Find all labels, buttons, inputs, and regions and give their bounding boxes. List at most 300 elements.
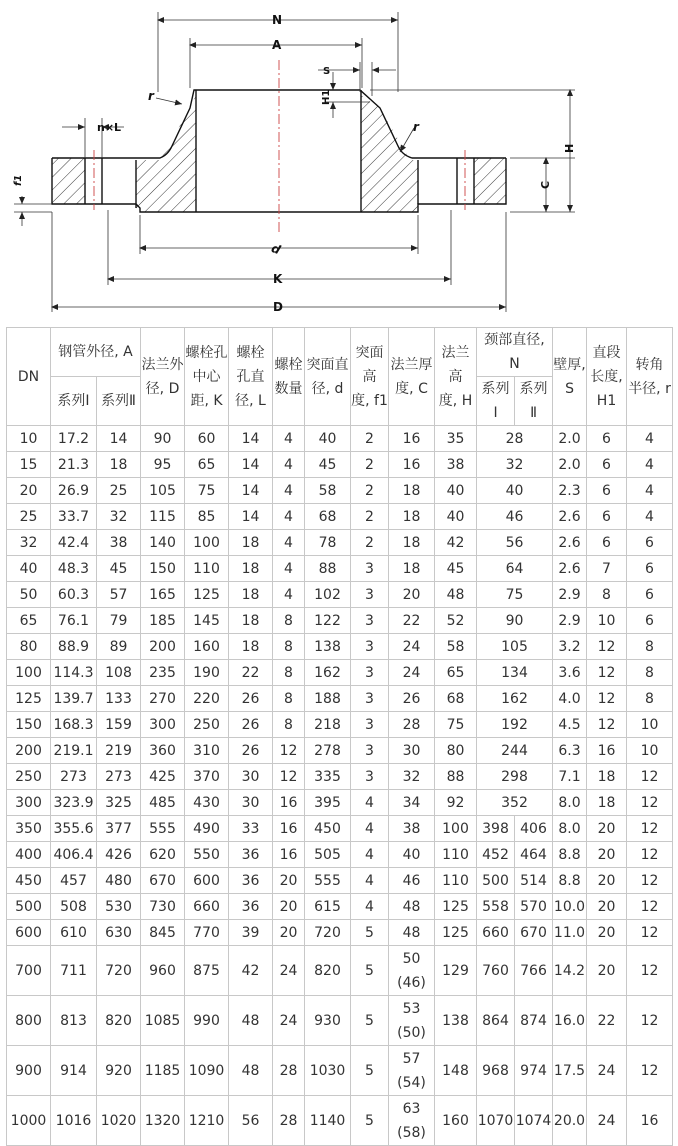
- table-cell: 4: [273, 530, 305, 556]
- table-cell: 33: [229, 816, 273, 842]
- table-cell: 500: [7, 894, 51, 920]
- table-cell: 864: [477, 996, 515, 1046]
- table-cell: 1210: [185, 1096, 229, 1146]
- table-cell: 4: [627, 452, 673, 478]
- table-cell: 298: [477, 764, 553, 790]
- label-r-right: r: [413, 120, 419, 134]
- table-cell: 36: [229, 868, 273, 894]
- table-cell: 16: [389, 426, 435, 452]
- table-cell: 26.9: [51, 478, 97, 504]
- table-cell: 24: [587, 1046, 627, 1096]
- table-cell: 10: [627, 712, 673, 738]
- table-cell: 122: [305, 608, 351, 634]
- table-row: [7, 816, 673, 842]
- table-cell: 7: [587, 556, 627, 582]
- table-cell: 1074: [515, 1096, 553, 1146]
- table-row: [7, 530, 673, 556]
- table-cell: 190: [185, 660, 229, 686]
- table-cell: 974: [515, 1046, 553, 1096]
- table-cell: 100: [185, 530, 229, 556]
- table-cell: 38: [97, 530, 141, 556]
- table-cell: 40: [435, 478, 477, 504]
- table-cell: 24: [587, 1096, 627, 1146]
- table-row: [7, 634, 673, 660]
- table-cell: 20: [587, 946, 627, 996]
- table-cell: 452: [477, 842, 515, 868]
- table-cell: 100: [435, 816, 477, 842]
- table-cell: 490: [185, 816, 229, 842]
- table-cell: 425: [141, 764, 185, 790]
- table-cell: 79: [97, 608, 141, 634]
- table-cell: 8.0: [553, 816, 587, 842]
- label-nxL: n×L: [97, 121, 122, 134]
- table-cell: 8: [273, 660, 305, 686]
- table-cell: 20: [587, 868, 627, 894]
- table-cell: 335: [305, 764, 351, 790]
- table-cell: 102: [305, 582, 351, 608]
- table-cell: 10: [587, 608, 627, 634]
- table-cell: 325: [97, 790, 141, 816]
- table-cell: 4: [273, 426, 305, 452]
- table-cell: 2.6: [553, 556, 587, 582]
- table-cell: 3: [351, 660, 389, 686]
- table-cell: 162: [477, 686, 553, 712]
- table-cell: 48: [389, 920, 435, 946]
- label-N: N: [272, 13, 283, 27]
- table-cell: 8: [273, 608, 305, 634]
- table-cell: 4: [627, 478, 673, 504]
- table-cell: 58: [435, 634, 477, 660]
- table-cell: 90: [477, 608, 553, 634]
- table-cell: 3: [351, 764, 389, 790]
- table-cell: 2: [351, 452, 389, 478]
- table-cell: 845: [141, 920, 185, 946]
- table-cell: 76.1: [51, 608, 97, 634]
- table-cell: 42.4: [51, 530, 97, 556]
- table-cell: 3: [351, 712, 389, 738]
- table-cell: 323.9: [51, 790, 97, 816]
- header-bolt-hole: 螺栓 孔直 径, L: [229, 328, 273, 426]
- table-cell: 1016: [51, 1096, 97, 1146]
- table-row: [7, 582, 673, 608]
- table-cell: 3: [351, 556, 389, 582]
- table-cell: 20: [273, 894, 305, 920]
- table-cell: 4: [351, 790, 389, 816]
- table-cell: 38: [389, 816, 435, 842]
- table-cell: 24: [273, 946, 305, 996]
- table-cell: 6: [587, 452, 627, 478]
- table-cell: 558: [477, 894, 515, 920]
- table-cell: 6: [587, 426, 627, 452]
- table-cell: 10.0: [553, 894, 587, 920]
- table-cell: 800: [7, 996, 51, 1046]
- table-cell: 125: [185, 582, 229, 608]
- header-radius: 转角 半径, r: [627, 328, 673, 426]
- table-cell: 615: [305, 894, 351, 920]
- table-cell: 200: [141, 634, 185, 660]
- table-cell: 450: [7, 868, 51, 894]
- table-cell: 12: [627, 842, 673, 868]
- table-cell: 40: [389, 842, 435, 868]
- table-cell: 65: [435, 660, 477, 686]
- table-cell: 485: [141, 790, 185, 816]
- table-cell: 162: [305, 660, 351, 686]
- table-cell: 30: [229, 790, 273, 816]
- table-row: [7, 478, 673, 504]
- table-cell: 508: [51, 894, 97, 920]
- table-cell: 4: [351, 894, 389, 920]
- table-row: [7, 426, 673, 452]
- table-row: [7, 996, 673, 1046]
- table-cell: 14: [229, 504, 273, 530]
- table-cell: 188: [305, 686, 351, 712]
- table-cell: 168.3: [51, 712, 97, 738]
- label-D: D: [273, 300, 283, 314]
- table-cell: 8: [273, 634, 305, 660]
- table-cell: 16: [587, 738, 627, 764]
- table-cell: 426: [97, 842, 141, 868]
- table-cell: 12: [273, 738, 305, 764]
- table-cell: 273: [97, 764, 141, 790]
- header-neck-series-2: 系列 Ⅱ: [515, 377, 553, 426]
- table-cell: 78: [305, 530, 351, 556]
- table-row: [7, 738, 673, 764]
- table-cell: 92: [435, 790, 477, 816]
- table-cell: 8: [273, 712, 305, 738]
- table-cell: 42: [435, 530, 477, 556]
- table-cell: 38: [435, 452, 477, 478]
- table-cell: 125: [7, 686, 51, 712]
- label-H: H: [563, 143, 576, 153]
- table-cell: 185: [141, 608, 185, 634]
- table-cell: 820: [97, 996, 141, 1046]
- table-cell: 6: [627, 582, 673, 608]
- flange-dimension-table: [6, 327, 673, 1146]
- table-row: [7, 920, 673, 946]
- table-cell: 129: [435, 946, 477, 996]
- table-cell: 28: [389, 712, 435, 738]
- table-cell: 15: [7, 452, 51, 478]
- table-cell: 1070: [477, 1096, 515, 1146]
- table-cell: 670: [141, 868, 185, 894]
- table-cell: 40: [7, 556, 51, 582]
- table-cell: 28: [273, 1046, 305, 1096]
- table-row: [7, 686, 673, 712]
- table-row: [7, 1096, 673, 1146]
- table-cell: 766: [515, 946, 553, 996]
- table-cell: 700: [7, 946, 51, 996]
- table-cell: 26: [229, 686, 273, 712]
- table-cell: 900: [7, 1046, 51, 1096]
- table-cell: 18: [229, 634, 273, 660]
- table-cell: 14: [229, 426, 273, 452]
- table-cell: 2.6: [553, 504, 587, 530]
- table-cell: 88: [435, 764, 477, 790]
- table-cell: 18: [229, 608, 273, 634]
- table-cell: 218: [305, 712, 351, 738]
- table-cell: 40: [435, 504, 477, 530]
- table-cell: 5: [351, 920, 389, 946]
- table-cell: 88: [305, 556, 351, 582]
- table-cell: 40: [477, 478, 553, 504]
- table-cell: 395: [305, 790, 351, 816]
- table-cell: 30: [229, 764, 273, 790]
- table-cell: 4: [351, 842, 389, 868]
- table-row: [7, 894, 673, 920]
- table-cell: 813: [51, 996, 97, 1046]
- table-cell: 20: [7, 478, 51, 504]
- table-cell: 250: [185, 712, 229, 738]
- table-cell: 24: [389, 634, 435, 660]
- table-cell: 6: [587, 530, 627, 556]
- table-cell: 165: [141, 582, 185, 608]
- table-cell: 7.1: [553, 764, 587, 790]
- table-cell: 514: [515, 868, 553, 894]
- table-cell: 1185: [141, 1046, 185, 1096]
- table-cell: 64: [477, 556, 553, 582]
- table-cell: 8.8: [553, 842, 587, 868]
- table-cell: 6: [587, 478, 627, 504]
- table-cell: 360: [141, 738, 185, 764]
- label-r-left: r: [148, 89, 154, 103]
- table-cell: 1140: [305, 1096, 351, 1146]
- table-cell: 8.0: [553, 790, 587, 816]
- table-row: [7, 712, 673, 738]
- table-row: [7, 608, 673, 634]
- table-cell: 133: [97, 686, 141, 712]
- table-cell: 12: [627, 920, 673, 946]
- table-cell: 930: [305, 996, 351, 1046]
- table-cell: 4: [273, 582, 305, 608]
- table-row: [7, 1046, 673, 1096]
- table-cell: 22: [229, 660, 273, 686]
- table-cell: 42: [229, 946, 273, 996]
- table-cell: 670: [515, 920, 553, 946]
- label-f1: f1: [13, 174, 24, 186]
- table-cell: 16.0: [553, 996, 587, 1046]
- table-cell: 11.0: [553, 920, 587, 946]
- table-row: [7, 660, 673, 686]
- table-cell: 450: [305, 816, 351, 842]
- table-cell: 21.3: [51, 452, 97, 478]
- table-cell: 24: [389, 660, 435, 686]
- table-cell: 3: [351, 582, 389, 608]
- table-cell: 105: [141, 478, 185, 504]
- table-cell: 32: [97, 504, 141, 530]
- table-cell: 12: [587, 634, 627, 660]
- table-cell: 1085: [141, 996, 185, 1046]
- table-cell: 5: [351, 946, 389, 996]
- table-cell: 18: [389, 530, 435, 556]
- table-cell: 300: [7, 790, 51, 816]
- table-cell: 10: [627, 738, 673, 764]
- table-cell: 4: [351, 816, 389, 842]
- table-cell: 235: [141, 660, 185, 686]
- table-cell: 52: [435, 608, 477, 634]
- table-cell: 14: [97, 426, 141, 452]
- table-cell: 20: [587, 816, 627, 842]
- table-cell: 58: [305, 478, 351, 504]
- table-cell: 2.9: [553, 582, 587, 608]
- table-cell: 56: [477, 530, 553, 556]
- table-cell: 398: [477, 816, 515, 842]
- table-cell: 80: [435, 738, 477, 764]
- table-cell: 310: [185, 738, 229, 764]
- table-cell: 18: [587, 790, 627, 816]
- table-cell: 50: [7, 582, 51, 608]
- table-cell: 16: [627, 1096, 673, 1146]
- table-cell: 968: [477, 1046, 515, 1096]
- label-K: K: [273, 272, 283, 286]
- table-cell: 355.6: [51, 816, 97, 842]
- table-cell: 660: [477, 920, 515, 946]
- table-cell: 36: [229, 842, 273, 868]
- table-cell: 89: [97, 634, 141, 660]
- table-cell: 10: [7, 426, 51, 452]
- table-cell: 68: [435, 686, 477, 712]
- table-cell: 3.2: [553, 634, 587, 660]
- table-cell: 150: [141, 556, 185, 582]
- table-cell: 18: [389, 478, 435, 504]
- table-cell: 46: [477, 504, 553, 530]
- table-row: [7, 790, 673, 816]
- table-cell: 33.7: [51, 504, 97, 530]
- table-row: [7, 556, 673, 582]
- table-row: [7, 452, 673, 478]
- table-cell: 505: [305, 842, 351, 868]
- table-cell: 48: [229, 1046, 273, 1096]
- label-A: A: [272, 38, 282, 52]
- table-cell: 8: [627, 686, 673, 712]
- table-cell: 32: [7, 530, 51, 556]
- table-cell: 12: [627, 1046, 673, 1096]
- header-straight-length: 直段 长度, H1: [587, 328, 627, 426]
- table-cell: 32: [477, 452, 553, 478]
- table-cell: 1020: [97, 1096, 141, 1146]
- header-face-dia: 突面直 径, d: [305, 328, 351, 426]
- table-cell: 1320: [141, 1096, 185, 1146]
- table-cell: 26: [389, 686, 435, 712]
- table-cell: 8: [587, 582, 627, 608]
- table-cell: 20: [587, 894, 627, 920]
- table-cell: 20: [273, 920, 305, 946]
- table-cell: 464: [515, 842, 553, 868]
- header-dn: DN: [7, 328, 51, 426]
- table-cell: 75: [185, 478, 229, 504]
- table-cell: 8: [273, 686, 305, 712]
- table-cell: 250: [7, 764, 51, 790]
- table-cell: 1000: [7, 1096, 51, 1146]
- table-cell: 8.8: [553, 868, 587, 894]
- table-row: [7, 764, 673, 790]
- table-cell: 4: [351, 868, 389, 894]
- table-cell: 406.4: [51, 842, 97, 868]
- table-cell: 430: [185, 790, 229, 816]
- table-cell: 159: [97, 712, 141, 738]
- table-cell: 148: [435, 1046, 477, 1096]
- table-cell: 1090: [185, 1046, 229, 1096]
- table-cell: 60: [185, 426, 229, 452]
- table-cell: 45: [435, 556, 477, 582]
- label-H1: H1: [321, 89, 332, 105]
- table-cell: 65: [185, 452, 229, 478]
- table-cell: 500: [477, 868, 515, 894]
- table-cell: 75: [477, 582, 553, 608]
- table-cell: 5: [351, 1046, 389, 1096]
- table-cell: 920: [97, 1046, 141, 1096]
- table-row: [7, 504, 673, 530]
- table-cell: 12: [627, 790, 673, 816]
- table-cell: 46: [389, 868, 435, 894]
- table-cell: 160: [435, 1096, 477, 1146]
- header-face-height: 突面 高 度, f1: [351, 328, 389, 426]
- table-cell: 2: [351, 504, 389, 530]
- table-cell: 145: [185, 608, 229, 634]
- table-cell: 28: [273, 1096, 305, 1146]
- table-cell: 22: [587, 996, 627, 1046]
- table-cell: 95: [141, 452, 185, 478]
- table-cell: 22: [389, 608, 435, 634]
- table-cell: 480: [97, 868, 141, 894]
- table-cell: 160: [185, 634, 229, 660]
- table-cell: 1030: [305, 1046, 351, 1096]
- table-cell: 219.1: [51, 738, 97, 764]
- table-cell: 3.6: [553, 660, 587, 686]
- table-cell: 273: [51, 764, 97, 790]
- table-cell: 57: [97, 582, 141, 608]
- table-cell: 3: [351, 634, 389, 660]
- table-cell: 874: [515, 996, 553, 1046]
- table-cell: 914: [51, 1046, 97, 1096]
- table-row: [7, 868, 673, 894]
- table-cell: 12: [627, 894, 673, 920]
- label-d: d: [269, 240, 283, 258]
- table-cell: 620: [141, 842, 185, 868]
- table-cell: 2: [351, 478, 389, 504]
- table-cell: 600: [185, 868, 229, 894]
- table-cell: 63 (58): [389, 1096, 435, 1146]
- table-cell: 34: [389, 790, 435, 816]
- table-cell: 5: [351, 996, 389, 1046]
- table-cell: 50 (46): [389, 946, 435, 996]
- table-cell: 820: [305, 946, 351, 996]
- table-cell: 105: [477, 634, 553, 660]
- table-cell: 370: [185, 764, 229, 790]
- table-cell: 300: [141, 712, 185, 738]
- table-cell: 138: [435, 996, 477, 1046]
- table-cell: 4: [273, 478, 305, 504]
- table-cell: 2.0: [553, 452, 587, 478]
- header-wall: 壁厚, S: [553, 328, 587, 426]
- table-cell: 4: [627, 426, 673, 452]
- table-cell: 140: [141, 530, 185, 556]
- header-pipe-od: 钢管外径, A: [51, 328, 141, 377]
- table-cell: 6: [587, 504, 627, 530]
- table-cell: 6: [627, 608, 673, 634]
- table-cell: 12: [627, 816, 673, 842]
- table-cell: 12: [627, 868, 673, 894]
- table-cell: 550: [185, 842, 229, 868]
- table-cell: 12: [587, 660, 627, 686]
- table-cell: 3: [351, 608, 389, 634]
- table-cell: 12: [627, 946, 673, 996]
- table-cell: 192: [477, 712, 553, 738]
- header-flange-od: 法兰外 径, D: [141, 328, 185, 426]
- table-cell: 12: [627, 764, 673, 790]
- table-cell: 17.2: [51, 426, 97, 452]
- table-cell: 32: [389, 764, 435, 790]
- table-cell: 610: [51, 920, 97, 946]
